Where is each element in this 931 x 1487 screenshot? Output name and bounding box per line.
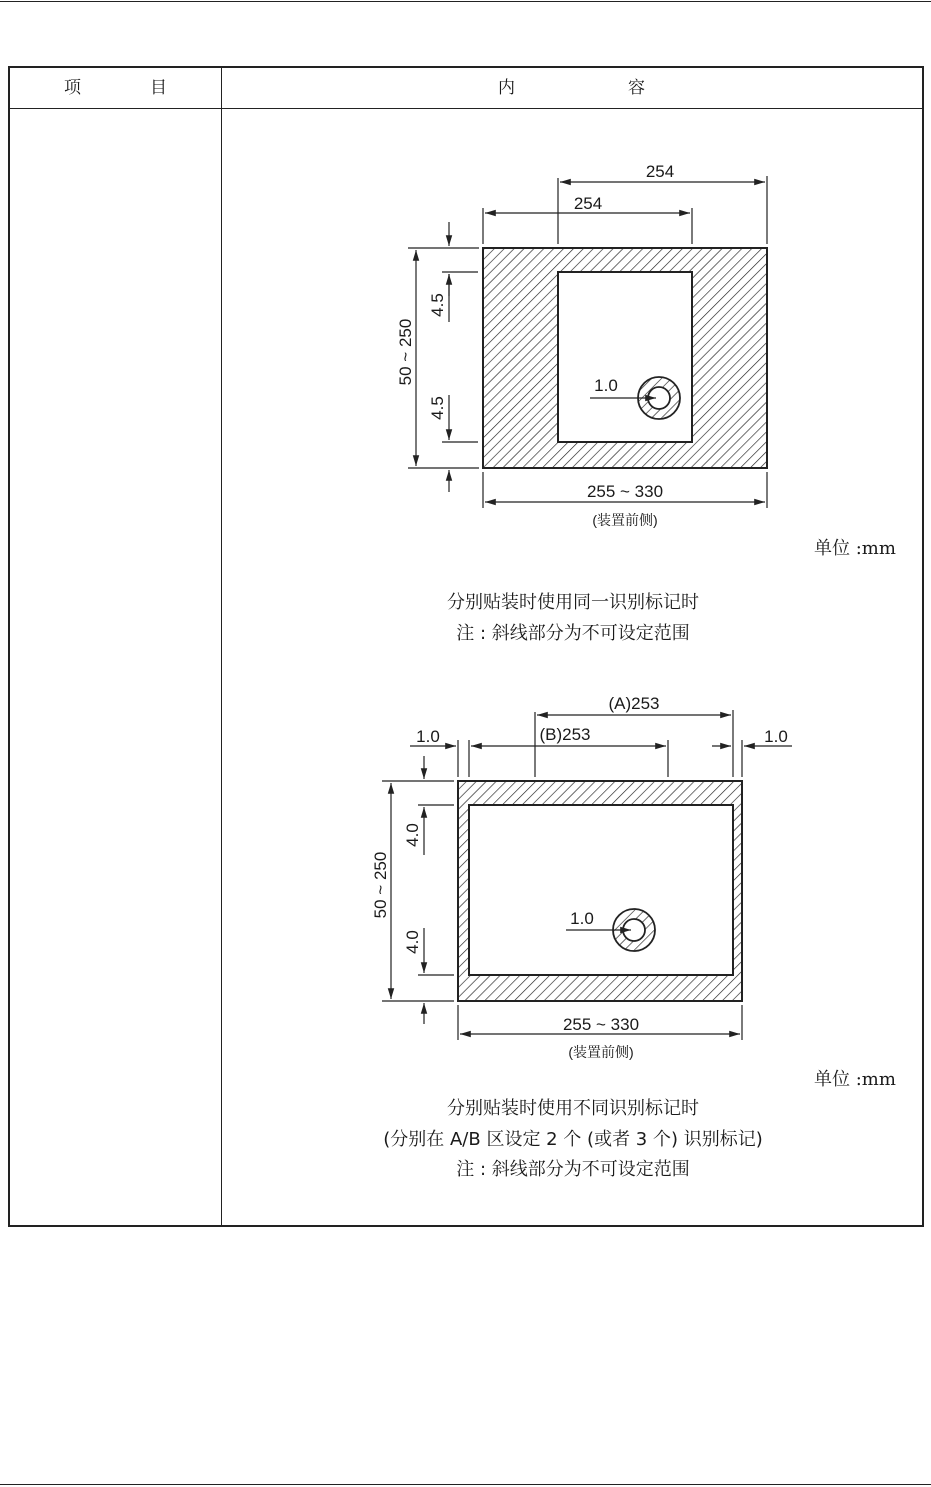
label-top-inner: 254 [573,194,603,213]
hatched-frame-1 [483,248,767,468]
header-item-char2: 目 [150,78,167,98]
caption-2-line1: 分别贴装时使用不同识别标记时 [447,1098,699,1119]
label-margin-top: 4.5 [428,293,447,317]
label-left-range: 50 ~ 250 [396,318,415,386]
diagram-2-labels [371,694,788,1060]
label-a: (A)253 [608,694,660,713]
header-content-char2: 容 [628,78,645,98]
label-bottom: 255 ~ 330 [586,482,664,501]
label-left-gap: 1.0 [416,727,440,746]
unit-label-1: 单位 :mm [814,538,896,559]
label-circle-2: 1.0 [570,909,594,928]
label-front-note: (装置前侧) [592,512,658,528]
diagram-2 [382,710,792,1040]
page-bottom-rule [0,1484,931,1485]
caption-1-line1: 分别贴装时使用同一识别标记时 [447,592,699,613]
label-b: (B)253 [539,725,591,744]
caption-2-line3: 注 : 斜线部分为不可设定范围 [456,1159,690,1180]
header-content-char1: 内 [498,78,515,98]
label-circle: 1.0 [594,376,618,395]
label-top-outer: 254 [645,162,675,181]
label-margin-bottom: 4.5 [428,396,447,420]
diagram-1 [408,176,767,508]
unit-label-2: 单位 :mm [814,1069,896,1090]
label-front-note-2: (装置前侧) [568,1044,634,1060]
caption-2-line2: (分别在 A/B 区设定 2 个 (或者 3 个) 识别标记) [383,1129,763,1150]
label-right-gap: 1.0 [764,727,788,746]
label-margin-bottom-2: 4.0 [403,930,422,954]
hatched-frame-2 [458,781,742,1001]
caption-1-line2: 注 : 斜线部分为不可设定范围 [456,623,690,644]
label-margin-top-2: 4.0 [403,823,422,847]
header-item-char1: 项 [64,78,81,98]
label-left-range-2: 50 ~ 250 [371,851,390,919]
label-bottom-2: 255 ~ 330 [562,1015,640,1034]
